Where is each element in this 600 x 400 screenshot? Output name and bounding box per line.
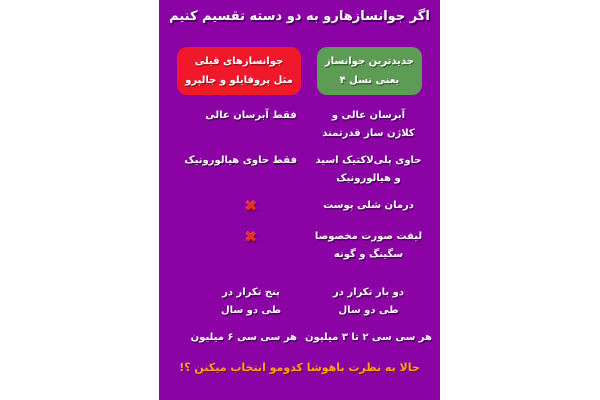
old-box-label-line1: جوانسازهای قبلی bbox=[194, 56, 284, 67]
old-gen-cell bbox=[205, 284, 297, 320]
text-line: حاوی پلی‌لاکتیک اسید bbox=[315, 155, 422, 166]
old-generation-header-box bbox=[177, 47, 301, 95]
text-line: کلاژن ساز قدرتمند bbox=[322, 128, 415, 139]
comparison-rows bbox=[159, 107, 440, 356]
new-gen-cell bbox=[297, 152, 440, 188]
old-gen-cell bbox=[190, 329, 297, 347]
old-box-label-line2: مثل پروفایلو و جالپرو bbox=[185, 75, 293, 86]
new-box-label-line1: جدیدترین جوانساز bbox=[324, 56, 414, 67]
page-title: اگر جوانسازهارو به دو دسته تقسیم کنیم bbox=[169, 9, 430, 24]
comparison-row-ingredients bbox=[159, 152, 440, 188]
text-line: هر سی سی ۲ تا ۳ میلیون bbox=[305, 332, 432, 343]
old-gen-cell bbox=[205, 197, 297, 215]
text-line: طی دو سال bbox=[220, 305, 282, 316]
text-line: پنج تکرار در bbox=[222, 287, 280, 298]
text-line: آبرسان عالی و bbox=[331, 110, 406, 121]
new-gen-cell bbox=[297, 284, 440, 320]
new-gen-cell bbox=[297, 228, 440, 264]
new-gen-cell bbox=[297, 197, 440, 215]
text-line: فقط حاوی هیالورونیک bbox=[184, 155, 297, 166]
text-line: طی دو سال bbox=[338, 305, 399, 316]
new-gen-cell bbox=[297, 107, 440, 143]
text-line: لیفت صورت مخصوصا bbox=[314, 231, 423, 242]
comparison-row-lift bbox=[159, 228, 440, 264]
text-line: درمان شلی پوست bbox=[323, 200, 414, 211]
new-generation-header-box bbox=[317, 47, 422, 95]
comparison-row-sessions bbox=[159, 284, 440, 320]
text-line: فقط آبرسان عالی bbox=[205, 110, 297, 121]
old-gen-cell bbox=[205, 228, 297, 264]
comparison-row-laxity bbox=[159, 197, 440, 215]
old-gen-cell bbox=[205, 107, 297, 143]
comparison-row-hydration bbox=[159, 107, 440, 143]
comparison-row-price bbox=[159, 329, 440, 347]
footer-question: حالا به نظرت باهوشا کدومو انتخاب میکنن ؟! bbox=[179, 361, 420, 374]
new-gen-cell bbox=[297, 329, 440, 347]
text-line: دو بار تکرار در bbox=[333, 287, 404, 298]
text-line: و هیالورونیک bbox=[336, 173, 401, 184]
x-mark-icon: ✖ bbox=[244, 228, 258, 246]
comparison-panel bbox=[159, 0, 440, 400]
text-line: هر سی سی ۶ میلیون bbox=[190, 332, 297, 343]
text-line: سگینگ و گونه bbox=[333, 249, 404, 260]
new-box-label-line2: یعنی نسل ۴ bbox=[339, 75, 400, 86]
column-header-boxes bbox=[159, 47, 440, 95]
old-gen-cell bbox=[184, 152, 297, 188]
x-mark-icon: ✖ bbox=[244, 197, 258, 215]
